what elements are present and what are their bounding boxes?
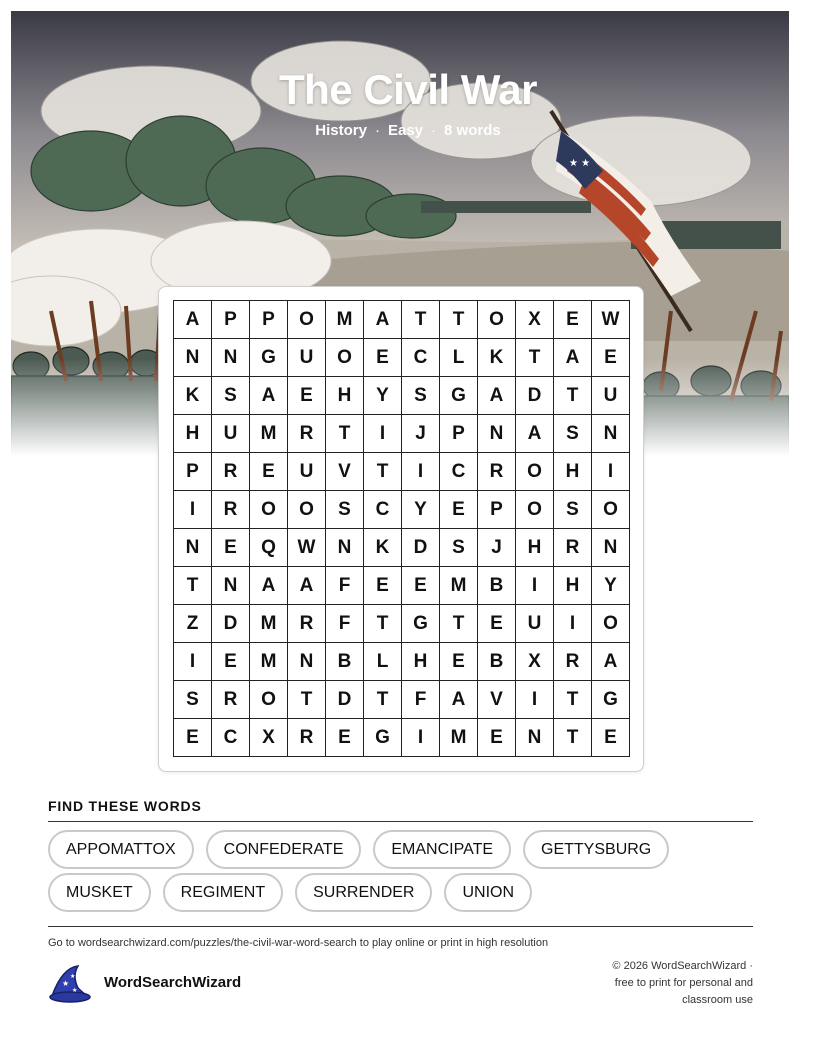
grid-cell: N: [592, 415, 630, 453]
grid-cell: R: [288, 415, 326, 453]
copyright-notice: [533, 958, 753, 1009]
grid-cell: I: [554, 605, 592, 643]
grid-cell: E: [440, 643, 478, 681]
grid-cell: N: [174, 339, 212, 377]
grid-cell: D: [326, 681, 364, 719]
grid-cell: A: [440, 681, 478, 719]
grid-cell: Z: [174, 605, 212, 643]
letter-grid: [173, 300, 630, 757]
grid-cell: R: [554, 643, 592, 681]
grid-cell: E: [554, 301, 592, 339]
grid-cell: M: [326, 301, 364, 339]
grid-cell: Y: [592, 567, 630, 605]
grid-cell: E: [364, 339, 402, 377]
grid-cell: D: [516, 377, 554, 415]
grid-cell: K: [174, 377, 212, 415]
puzzle-grid-card: [158, 286, 644, 772]
meta-separator: ·: [374, 122, 380, 139]
word-pill: GETTYSBURG: [523, 830, 669, 869]
grid-cell: N: [592, 529, 630, 567]
grid-cell: I: [402, 453, 440, 491]
grid-cell: L: [440, 339, 478, 377]
puzzle-category: History: [315, 122, 367, 139]
grid-cell: E: [288, 377, 326, 415]
grid-cell: E: [364, 567, 402, 605]
grid-cell: O: [326, 339, 364, 377]
grid-cell: M: [440, 567, 478, 605]
grid-cell: U: [592, 377, 630, 415]
grid-cell: E: [174, 719, 212, 757]
grid-cell: A: [250, 567, 288, 605]
svg-text:★: ★: [72, 987, 78, 994]
grid-cell: N: [478, 415, 516, 453]
grid-cell: R: [288, 719, 326, 757]
grid-cell: G: [402, 605, 440, 643]
grid-cell: G: [250, 339, 288, 377]
grid-cell: S: [554, 491, 592, 529]
svg-text:★: ★: [62, 979, 70, 988]
grid-cell: Q: [250, 529, 288, 567]
grid-cell: R: [212, 491, 250, 529]
grid-cell: N: [212, 567, 250, 605]
grid-cell: B: [478, 643, 516, 681]
grid-cell: E: [250, 453, 288, 491]
divider: [48, 926, 753, 927]
grid-cell: T: [554, 719, 592, 757]
word-pill: SURRENDER: [295, 873, 432, 912]
grid-cell: C: [402, 339, 440, 377]
grid-cell: O: [516, 491, 554, 529]
grid-cell: T: [364, 453, 402, 491]
grid-cell: O: [288, 301, 326, 339]
grid-cell: G: [440, 377, 478, 415]
grid-cell: O: [478, 301, 516, 339]
grid-cell: E: [592, 719, 630, 757]
grid-cell: I: [174, 491, 212, 529]
grid-cell: P: [250, 301, 288, 339]
grid-cell: J: [402, 415, 440, 453]
svg-text:★: ★: [70, 973, 76, 980]
grid-cell: A: [516, 415, 554, 453]
grid-cell: R: [554, 529, 592, 567]
grid-cell: D: [402, 529, 440, 567]
grid-cell: T: [174, 567, 212, 605]
grid-cell: N: [212, 339, 250, 377]
divider: [48, 821, 753, 822]
grid-cell: Y: [364, 377, 402, 415]
word-pill: EMANCIPATE: [373, 830, 511, 869]
grid-cell: A: [592, 643, 630, 681]
grid-cell: T: [288, 681, 326, 719]
grid-cell: O: [592, 605, 630, 643]
grid-cell: K: [478, 339, 516, 377]
grid-cell: V: [478, 681, 516, 719]
grid-cell: I: [174, 643, 212, 681]
grid-cell: A: [250, 377, 288, 415]
grid-cell: V: [326, 453, 364, 491]
grid-cell: K: [364, 529, 402, 567]
grid-cell: F: [326, 605, 364, 643]
grid-cell: T: [516, 339, 554, 377]
grid-cell: O: [592, 491, 630, 529]
grid-cell: E: [592, 339, 630, 377]
grid-cell: W: [288, 529, 326, 567]
puzzle-meta: [0, 122, 816, 139]
grid-cell: W: [592, 301, 630, 339]
grid-cell: E: [478, 719, 516, 757]
copyright-line: classroom use: [682, 994, 753, 1006]
grid-cell: J: [478, 529, 516, 567]
grid-cell: T: [440, 301, 478, 339]
grid-cell: H: [554, 453, 592, 491]
grid-cell: C: [364, 491, 402, 529]
meta-separator: ·: [431, 122, 437, 139]
grid-cell: E: [440, 491, 478, 529]
grid-cell: U: [288, 453, 326, 491]
grid-cell: M: [250, 415, 288, 453]
grid-cell: T: [440, 605, 478, 643]
grid-cell: O: [250, 491, 288, 529]
grid-cell: N: [326, 529, 364, 567]
word-pill: MUSKET: [48, 873, 151, 912]
puzzle-title: The Civil War: [279, 66, 537, 113]
grid-cell: Y: [402, 491, 440, 529]
grid-cell: O: [288, 491, 326, 529]
grid-cell: S: [326, 491, 364, 529]
word-pill: REGIMENT: [163, 873, 283, 912]
grid-cell: B: [326, 643, 364, 681]
grid-cell: A: [364, 301, 402, 339]
grid-cell: U: [212, 415, 250, 453]
grid-cell: T: [364, 681, 402, 719]
grid-cell: I: [364, 415, 402, 453]
grid-cell: P: [174, 453, 212, 491]
grid-cell: H: [174, 415, 212, 453]
word-list-heading: FIND THESE WORDS: [48, 798, 202, 814]
grid-cell: G: [364, 719, 402, 757]
grid-cell: R: [212, 681, 250, 719]
grid-cell: A: [478, 377, 516, 415]
grid-cell: D: [212, 605, 250, 643]
grid-cell: N: [174, 529, 212, 567]
grid-cell: T: [364, 605, 402, 643]
word-list: [48, 830, 768, 912]
grid-cell: O: [516, 453, 554, 491]
grid-cell: X: [250, 719, 288, 757]
grid-cell: T: [402, 301, 440, 339]
grid-cell: E: [402, 567, 440, 605]
grid-cell: I: [592, 453, 630, 491]
grid-cell: H: [326, 377, 364, 415]
grid-cell: S: [174, 681, 212, 719]
grid-cell: L: [364, 643, 402, 681]
grid-cell: S: [212, 377, 250, 415]
grid-cell: M: [250, 643, 288, 681]
grid-cell: A: [554, 339, 592, 377]
grid-cell: U: [288, 339, 326, 377]
puzzle-difficulty: Easy: [387, 122, 424, 139]
grid-cell: H: [516, 529, 554, 567]
grid-cell: C: [440, 453, 478, 491]
grid-cell: A: [288, 567, 326, 605]
grid-cell: I: [516, 681, 554, 719]
copyright-line: free to print for personal and: [614, 977, 753, 989]
grid-cell: E: [212, 529, 250, 567]
grid-cell: F: [326, 567, 364, 605]
grid-cell: T: [326, 415, 364, 453]
grid-cell: I: [402, 719, 440, 757]
grid-cell: H: [554, 567, 592, 605]
grid-cell: O: [250, 681, 288, 719]
grid-cell: X: [516, 301, 554, 339]
grid-cell: P: [478, 491, 516, 529]
grid-cell: G: [592, 681, 630, 719]
grid-cell: M: [440, 719, 478, 757]
grid-cell: H: [402, 643, 440, 681]
grid-cell: U: [516, 605, 554, 643]
grid-cell: R: [212, 453, 250, 491]
grid-cell: E: [212, 643, 250, 681]
grid-cell: M: [250, 605, 288, 643]
word-pill: CONFEDERATE: [206, 830, 362, 869]
grid-cell: A: [174, 301, 212, 339]
grid-cell: S: [402, 377, 440, 415]
grid-cell: I: [516, 567, 554, 605]
grid-cell: P: [440, 415, 478, 453]
grid-cell: T: [554, 377, 592, 415]
grid-cell: N: [288, 643, 326, 681]
footer-url-text: Go to wordsearchwizard.com/puzzles/the-civil-war-word-search to play online or print in high resolution: [48, 937, 549, 949]
grid-cell: X: [516, 643, 554, 681]
grid-cell: C: [212, 719, 250, 757]
brand-name: WordSearchWizard: [104, 974, 242, 991]
grid-cell: T: [554, 681, 592, 719]
wizard-hat-icon: [48, 964, 92, 1004]
copyright-line: © 2026 WordSearchWizard ·: [612, 960, 753, 972]
grid-cell: B: [478, 567, 516, 605]
grid-cell: F: [402, 681, 440, 719]
grid-cell: E: [326, 719, 364, 757]
grid-cell: P: [212, 301, 250, 339]
grid-cell: N: [516, 719, 554, 757]
grid-cell: E: [478, 605, 516, 643]
grid-cell: S: [554, 415, 592, 453]
puzzle-word-count: 8 words: [444, 122, 501, 139]
word-pill: UNION: [444, 873, 532, 912]
grid-cell: S: [440, 529, 478, 567]
grid-cell: R: [478, 453, 516, 491]
grid-cell: R: [288, 605, 326, 643]
word-pill: APPOMATTOX: [48, 830, 194, 869]
